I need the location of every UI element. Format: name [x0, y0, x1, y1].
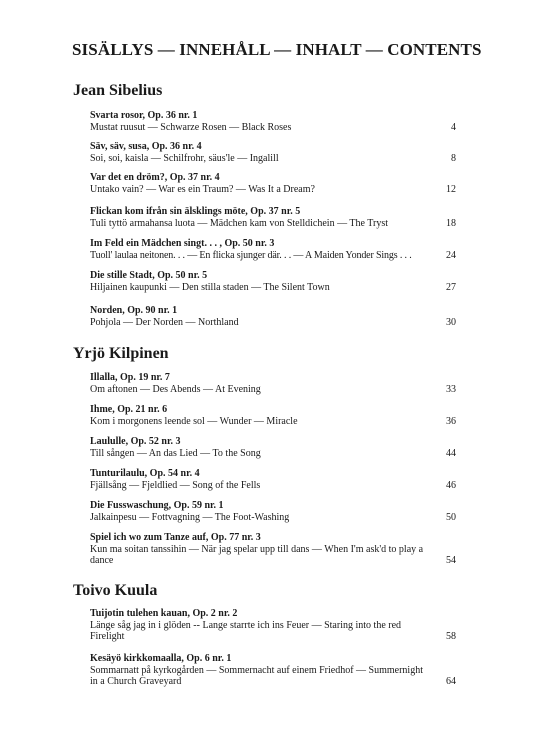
song-subtitle: Hiljainen kaupunki — Den stilla staden — The Silent Town	[90, 281, 330, 293]
page-number: 4	[451, 121, 456, 133]
toc-entry[interactable]	[90, 532, 456, 567]
page-number: 18	[446, 217, 456, 229]
page-number: 27	[446, 281, 456, 293]
song-subtitle: Kom i morgonens leende sol — Wunder — Miracle	[90, 415, 298, 427]
page-number: 58	[446, 631, 456, 642]
song-title: Säv, säv, susa, Op. 36 nr. 4	[90, 141, 202, 152]
toc-entry[interactable]	[90, 404, 456, 427]
composer-heading-kuula: Toivo Kuula	[73, 582, 158, 599]
toc-entry[interactable]	[90, 468, 456, 491]
toc-entry[interactable]	[90, 372, 456, 395]
song-subtitle: Sommarnatt på kyrkogården — Sommernacht auf einem Friedhof — Summernight in a Church Graveyard	[90, 664, 423, 687]
song-subtitle: Länge såg jag in i glöden -- Lange starrte ich ins Feuer — Staring into the red Firelight	[90, 619, 402, 642]
song-title: Tuijotin tulehen kauan, Op. 2 nr. 2	[90, 608, 238, 619]
song-title: Spiel ich wo zum Tanze auf, Op. 77 nr. 3	[90, 532, 261, 543]
page-number: 54	[446, 555, 456, 566]
song-title: Tunturilaulu, Op. 54 nr. 4	[90, 468, 200, 479]
song-title: Ihme, Op. 21 nr. 6	[90, 404, 168, 415]
page-number: 24	[446, 249, 456, 261]
song-subtitle: Pohjola — Der Norden — Northland	[90, 316, 239, 328]
page-number: 46	[446, 479, 456, 491]
toc-entry[interactable]	[90, 500, 456, 523]
toc-entry[interactable]	[90, 305, 456, 328]
song-title: Im Feld ein Mädchen singt. . . , Op. 50 nr. 3	[90, 238, 275, 249]
page-number: 64	[446, 676, 456, 687]
song-subtitle: Mustat ruusut — Schwarze Rosen — Black Roses	[90, 121, 292, 133]
song-title: Flickan kom ifrån sin älsklings möte, Op. 37 nr. 5	[90, 206, 301, 217]
toc-entry[interactable]	[90, 436, 456, 459]
page-number: 36	[446, 415, 456, 427]
toc-entry[interactable]	[90, 238, 456, 261]
song-title: Kesäyö kirkkomaalla, Op. 6 nr. 1	[90, 653, 232, 664]
composer-heading-sibelius: Jean Sibelius	[73, 82, 163, 99]
song-title: Var det en dröm?, Op. 37 nr. 4	[90, 172, 220, 183]
toc-entry[interactable]	[90, 653, 456, 688]
toc-entry[interactable]	[90, 608, 456, 643]
song-title: Die Fusswaschung, Op. 59 nr. 1	[90, 500, 224, 511]
page-number: 50	[446, 511, 456, 523]
song-subtitle: Untako vain? — War es ein Traum? — Was It a Dream?	[90, 183, 315, 195]
song-subtitle: Soi, soi, kaisla — Schilfrohr, säus'le — Ingalill	[90, 152, 279, 164]
song-subtitle: Tuoll' laulaa neitonen. . . — En flicka sjunger där. . . — A Maiden Yonder Sings . . .	[90, 249, 412, 261]
toc-entry[interactable]	[90, 206, 456, 229]
song-subtitle: Kun ma soitan tanssihin — När jag spelar upp till dans — When I'm ask'd to play a dance	[90, 543, 424, 566]
page-number: 33	[446, 383, 456, 395]
song-title: Illalla, Op. 19 nr. 7	[90, 372, 170, 383]
toc-entry[interactable]	[90, 141, 456, 164]
song-title: Laululle, Op. 52 nr. 3	[90, 436, 181, 447]
song-subtitle: Tuli tyttö armahansa luota — Mädchen kam von Stelldichein — The Tryst	[90, 217, 389, 229]
page-number: 12	[446, 183, 456, 195]
song-subtitle: Jalkainpesu — Fottvagning — The Foot-Washing	[90, 511, 290, 523]
page-number: 30	[446, 316, 456, 328]
toc-entry[interactable]	[90, 110, 456, 133]
page-number: 8	[451, 152, 456, 164]
toc-entry[interactable]	[90, 172, 456, 195]
song-subtitle: Fjällsång — Fjeldlied — Song of the Fells	[90, 479, 261, 491]
page-number: 44	[446, 447, 456, 459]
song-title: Svarta rosor, Op. 36 nr. 1	[90, 110, 198, 121]
song-title: Die stille Stadt, Op. 50 nr. 5	[90, 270, 208, 281]
page-title: SISÄLLYS — INNEHÅLL — INHALT — CONTENTS	[72, 40, 482, 59]
song-subtitle: Till sången — An das Lied — To the Song	[90, 447, 261, 459]
song-title: Norden, Op. 90 nr. 1	[90, 305, 178, 316]
song-subtitle: Om aftonen — Des Abends — At Evening	[90, 383, 261, 395]
toc-entry[interactable]	[90, 270, 456, 293]
composer-heading-kilpinen: Yrjö Kilpinen	[73, 345, 169, 362]
